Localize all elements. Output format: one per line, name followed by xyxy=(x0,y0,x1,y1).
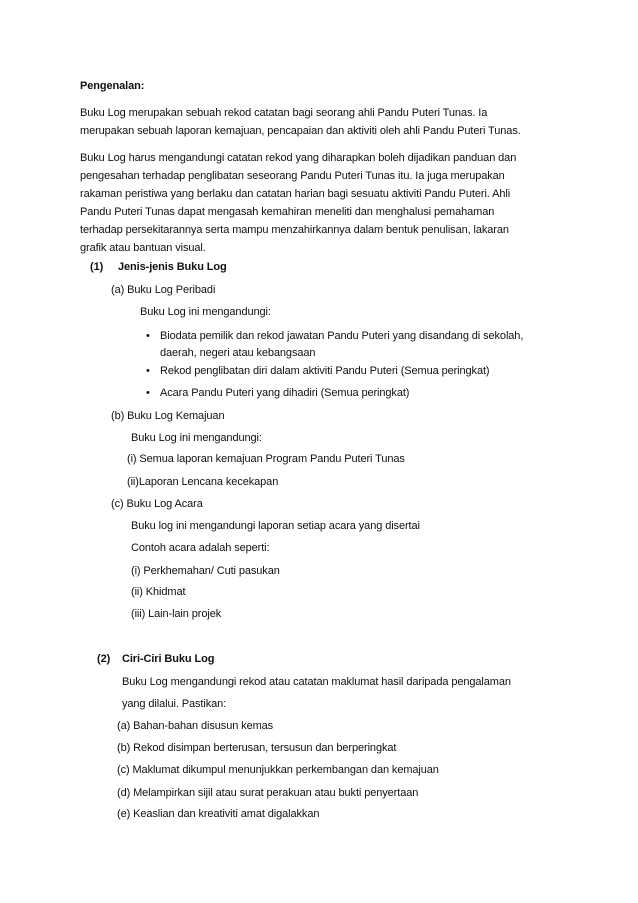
section1-c-example: Contoh acara adalah seperti: xyxy=(131,542,270,554)
bullet-icon: • xyxy=(146,330,150,342)
section1-c-label: (c) Buku Log Acara xyxy=(111,498,203,510)
para2-line-2: pengesahan terhadap penglibatan seseorang Pandu Puteri Tunas itu. Ia juga merupakan xyxy=(80,170,505,182)
section1-a-bullet3: Acara Pandu Puteri yang dihadiri (Semua peringkat) xyxy=(160,387,410,399)
section2-item-e: (e) Keaslian dan kreativiti amat digalakkan xyxy=(117,808,320,820)
section2-item-b: (b) Rekod disimpan berterusan, tersusun dan berperingkat xyxy=(117,742,397,754)
bullet-icon: • xyxy=(146,387,150,399)
section1-a-intro: Buku Log ini mengandungi: xyxy=(140,306,271,318)
section1-title: Jenis-jenis Buku Log xyxy=(118,261,227,273)
section2-number: (2) xyxy=(97,653,111,665)
para1-line-1: Buku Log merupakan sebuah rekod catatan bagi seorang ahli Pandu Puteri Tunas. Ia xyxy=(80,107,488,119)
section1-c-item2: (ii) Khidmat xyxy=(131,586,186,598)
para2-line-5: terhadap persekitarannya serta mampu menzahirkannya dalam bentuk penulisan, lakaran xyxy=(80,224,509,236)
section2-item-c: (c) Maklumat dikumpul menunjukkan perkembangan dan kemajuan xyxy=(117,764,439,776)
section2-item-a: (a) Bahan-bahan disusun kemas xyxy=(117,720,274,732)
section1-c-item3: (iii) Lain-lain projek xyxy=(131,608,222,620)
para2-line-1: Buku Log harus mengandungi catatan rekod yang diharapkan boleh dijadikan panduan dan xyxy=(80,152,517,164)
section2-item-d: (d) Melampirkan sijil atau surat perakuan atau bukti penyertaan xyxy=(117,787,419,799)
section1-a-bullet1-line1: Biodata pemilik dan rekod jawatan Pandu Puteri yang disandang di sekolah, xyxy=(160,330,524,342)
section2-title: Ciri-Ciri Buku Log xyxy=(122,653,215,665)
intro-heading: Pengenalan: xyxy=(80,80,145,92)
section1-a-bullet1-line2: daerah, negeri atau kebangsaan xyxy=(160,347,316,359)
section1-c-intro: Buku log ini mengandungi laporan setiap acara yang disertai xyxy=(131,520,420,532)
section1-a-label: (a) Buku Log Peribadi xyxy=(111,284,216,296)
section1-number: (1) xyxy=(90,261,104,273)
section1-a-bullet2: Rekod penglibatan diri dalam aktiviti Pandu Puteri (Semua peringkat) xyxy=(160,365,490,377)
section2-intro-line1: Buku Log mengandungi rekod atau catatan maklumat hasil daripada pengalaman xyxy=(122,676,511,688)
para2-line-6: grafik atau bantuan visual. xyxy=(80,242,206,254)
section1-b-item2: (ii)Laporan Lencana kecekapan xyxy=(127,476,279,488)
bullet-icon: • xyxy=(146,365,150,377)
para2-line-4: Pandu Puteri Tunas dapat mengasah kemahiran meneliti dan menghalusi pemahaman xyxy=(80,206,495,218)
para1-line-2: merupakan sebuah laporan kemajuan, pencapaian dan aktiviti oleh ahli Pandu Puteri Tunas. xyxy=(80,125,521,137)
section1-b-item1: (i) Semua laporan kemajuan Program Pandu Puteri Tunas xyxy=(127,453,405,465)
section1-b-intro: Buku Log ini mengandungi: xyxy=(131,432,262,444)
section1-c-item1: (i) Perkhemahan/ Cuti pasukan xyxy=(131,565,280,577)
section1-b-label: (b) Buku Log Kemajuan xyxy=(111,410,225,422)
para2-line-3: rakaman peristiwa yang berlaku dan catatan harian bagi sesuatu aktiviti Pandu Puteri. Ahli xyxy=(80,188,511,200)
section2-intro-line2: yang dilalui. Pastikan: xyxy=(122,698,227,710)
